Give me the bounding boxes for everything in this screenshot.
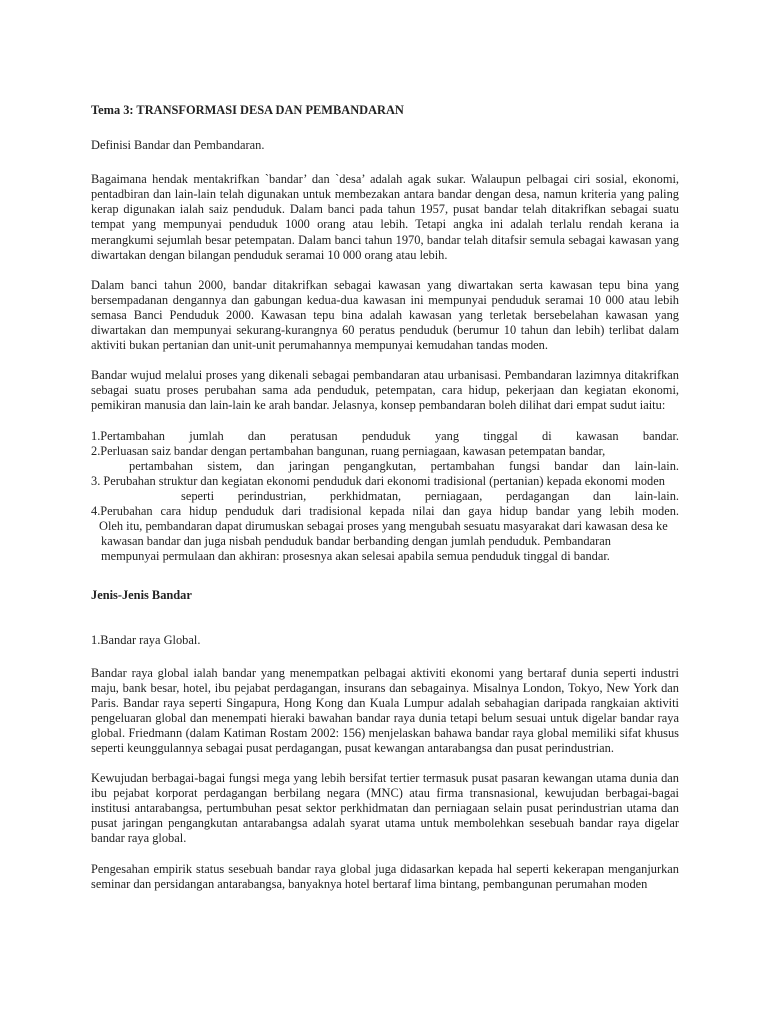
paragraph-definition: Bagaimana hendak mentakrifkan `bandar’ dan `desa’ adalah agak sukar. Walaupun pelbagai ciri sosial, ekonomi, pentadbiran dan lain-lain telah digunakan untuk membezakan antara bandar dengan desa, namun kriteria yang paling kerap digunakan ialah saiz penduduk. Dalam banci pada tahun 1957, pusat bandar telah ditakrifkan sebagai suatu tempat yang mempunyai penduduk 1000 orang atau lebih. Tetapi angka ini adalah terlalu rendah kerana ia merangkumi sejumlah besar petempatan. Dalam banci tahun 1970, bandar telah ditafsir semula sebagai kawasan yang diwartakan dengan bilangan penduduk seramai 10 000 orang atau lebih. <box>91 172 679 262</box>
definition-subtitle: Definisi Bandar dan Pembandaran. <box>91 138 265 153</box>
paragraph-mega-functions: Kewujudan berbagai-bagai fungsi mega yang lebih bersifat tertier termasuk pusat pasaran kewangan utama dunia dan ibu pejabat korporat perdagangan berbilang negara (MNC) atau firma transnasional, kewujudan berbagai-bagai institusi antarabangsa, pertumbuhan pesat sektor perkhidmatan dan perniagaan selain pusat perindustrian utama dan pusat jaringan pengangkutan antarabangsa adalah syarat utama untuk membolehkan sesebuah bandar raya digelar bandar raya global. <box>91 771 679 846</box>
list-item: 3. Perubahan struktur dan kegiatan ekonomi penduduk dari ekonomi tradisional (pertanian) kepada ekonomi moden <box>91 473 665 488</box>
list-item-continuation: seperti perindustrian, perkhidmatan, perniagaan, perdagangan dan lain-lain. <box>181 488 679 503</box>
item-title: 1.Bandar raya Global. <box>91 633 201 648</box>
list-item: 2.Perluasan saiz bandar dengan pertambahan bangunan, ruang perniagaan, kawasan petempatan bandar, <box>91 443 606 458</box>
urbanisation-list <box>91 429 679 565</box>
paragraph-global-city: Bandar raya global ialah bandar yang menempatkan pelbagai aktiviti ekonomi yang bertaraf dunia seperti industri maju, bank besar, hotel, ibu pejabat perdagangan, insurans dan sebagainya. Misalnya London, Tokyo, New York dan Paris. Bandar raya seperti Singapura, Hong Kong dan Kuala Lumpur adalah sebahagian daripada rangkaian aktiviti pengeluaran global dan menempati hieraki bawahan bandar raya dunia tetapi belum sesuai untuk digelar bandar raya global. Friedmann (dalam Katiman Rostam 2002: 156) menjelaskan bahawa bandar raya global memiliki sifat khusus seperti keunggulannya sebagai pusat perdagangan, pusat kewangan antarabangsa dan pusat perindustrian. <box>91 665 679 755</box>
paragraph-urbanisation: Bandar wujud melalui proses yang dikenali sebagai pembandaran atau urbanisasi. Pembandaran lazimnya ditakrifkan sebagai suatu proses perubahan sama ada penduduk, petempatan, cara hidup, pekerjaan dan kegiatan ekonomi, pemikiran manusia dan lain-lain ke arah bandar. Jelasnya, konsep pembandaran boleh dilihat dari empat sudut iaitu: <box>91 368 679 413</box>
paragraph-census-2000: Dalam banci tahun 2000, bandar ditakrifkan sebagai kawasan yang diwartakan serta kawasan tepu bina yang bersempadanan dengannya dan gabungan kedua-dua kawasan ini mempunyai penduduk seramai 10 000 atau lebih semasa Banci Penduduk 2000. Kawasan tepu bina adalah kawasan yang terletak bersebelahan kawasan yang diwartakan dan mempunyai sekurang-kurangnya 60 peratus penduduk (berumur 10 tahun dan lebih) terlibat dalam aktiviti bukan pertanian dan unit-unit perumahannya mempunyai kemudahan tandas moden. <box>91 277 679 353</box>
paragraph-empirical: Pengesahan empirik status sesebuah bandar raya global juga didasarkan kepada hal seperti kekerapan menganjurkan seminar dan persidangan antarabangsa, banyaknya hotel bertaraf lima bintang, pembangunan perumahan moden <box>91 861 679 891</box>
page-title: Tema 3: TRANSFORMASI DESA DAN PEMBANDARAN <box>91 103 404 117</box>
section-title: Jenis-Jenis Bandar <box>91 588 192 603</box>
list-item-continuation: Oleh itu, pembandaran dapat dirumuskan sebagai proses yang mengubah sesuatu masyarakat dari kawasan desa ke <box>99 519 668 534</box>
list-item: 1.Pertambahan jumlah dan peratusan penduduk yang tinggal di kawasan bandar. <box>91 428 679 443</box>
list-item-continuation: kawasan bandar dan juga nisbah penduduk bandar berbanding dengan jumlah penduduk. Pembandaran <box>101 534 611 549</box>
list-item-continuation: pertambahan sistem, dan jaringan pengangkutan, pertambahan fungsi bandar dan lain-lain. <box>129 458 679 473</box>
document-body <box>91 103 679 907</box>
list-item-continuation: mempunyai permulaan dan akhiran: prosesnya akan selesai apabila semua penduduk tinggal di bandar. <box>101 549 610 564</box>
list-item: 4.Perubahan cara hidup penduduk dari tradisional kepada nilai dan gaya hidup bandar yang lebih moden. <box>91 503 679 518</box>
